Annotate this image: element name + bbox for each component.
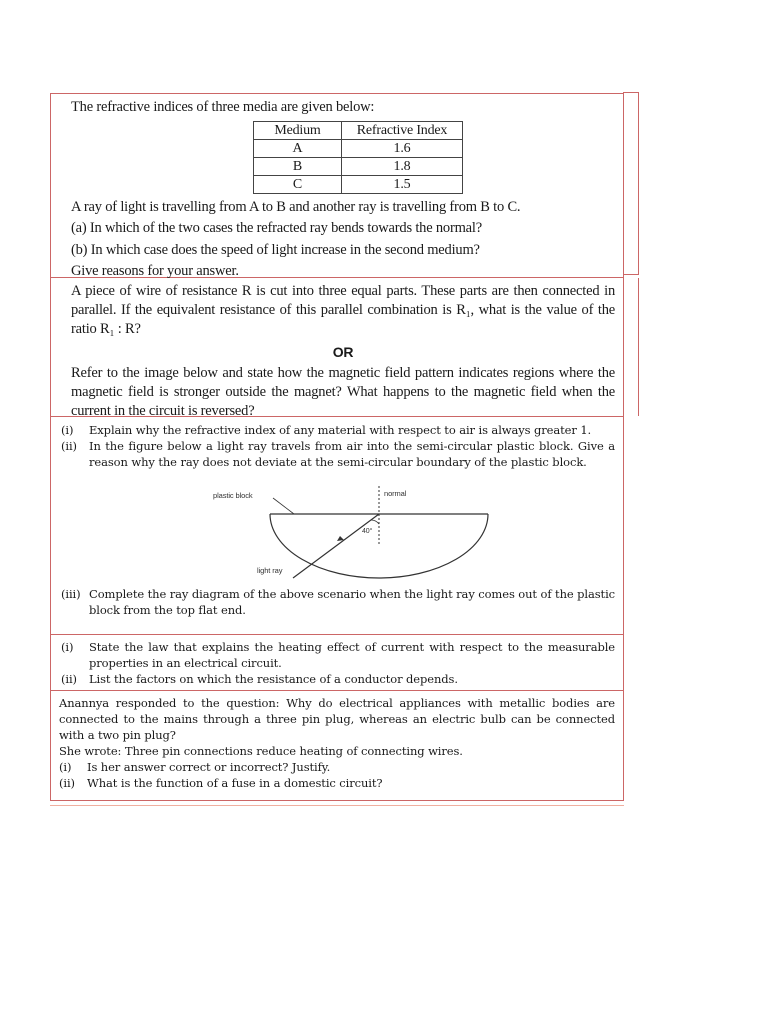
table-cell: 1.5 bbox=[342, 175, 463, 193]
label-normal: normal bbox=[384, 489, 407, 498]
q1-line1: A ray of light is travelling from A to B and another ray is travelling from B to C. bbox=[71, 198, 521, 215]
table-cell: 1.8 bbox=[342, 157, 463, 175]
q3-part-ii bbox=[61, 438, 615, 470]
part-number: (iii) bbox=[61, 587, 81, 601]
question-three-pin-plug bbox=[50, 691, 624, 801]
part-text: State the law that explains the heating effect of current with respect to the measurable properties in an electrical circuit. bbox=[89, 640, 615, 670]
q3-part-i bbox=[61, 422, 615, 438]
table-cell: 1.6 bbox=[342, 139, 463, 157]
part-text: Explain why the refractive index of any material with respect to air is always greater 1. bbox=[89, 423, 592, 437]
part-number: (i) bbox=[59, 760, 72, 774]
table-cell: A bbox=[254, 139, 342, 157]
question-wire-resistance bbox=[50, 278, 624, 417]
part-number: (i) bbox=[61, 640, 74, 654]
part-number: (ii) bbox=[61, 672, 77, 686]
page-bottom-rule bbox=[50, 805, 624, 806]
table-cell: C bbox=[254, 175, 342, 193]
table-header-medium: Medium bbox=[254, 121, 342, 139]
part-text: List the factors on which the resistance of a conductor depends. bbox=[89, 672, 458, 686]
table-header-index: Refractive Index bbox=[342, 121, 463, 139]
q5-part-ii bbox=[59, 775, 615, 791]
part-number: (i) bbox=[61, 423, 74, 437]
part-text: In the figure below a light ray travels from air into the semi-circular plastic block. Give a reason why the ray does not deviate at the semi-circular boundary of the plastic block. bbox=[89, 439, 615, 469]
question-sheet bbox=[50, 93, 624, 801]
q1-line4: Give reasons for your answer. bbox=[71, 263, 239, 279]
part-text: Is her answer correct or incorrect? Justify. bbox=[87, 760, 331, 774]
label-plastic-block: plastic block bbox=[213, 491, 253, 500]
part-text: What is the function of a fuse in a domestic circuit? bbox=[87, 776, 383, 790]
light-ray bbox=[293, 514, 379, 578]
angle-arc bbox=[371, 520, 379, 524]
q1-intro: The refractive indices of three media are given below: bbox=[71, 99, 375, 115]
refractive-index-table bbox=[253, 121, 463, 194]
q5-paragraph: Anannya responded to the question: Why do electrical appliances with metallic bodies are connected to the mains through a three pin plug, whereas an electric bulb can be connected with a two pin plug? bbox=[59, 696, 615, 742]
q5-answer: She wrote: Three pin connections reduce heating of connecting wires. bbox=[59, 744, 463, 758]
label-angle: 40° bbox=[362, 528, 373, 535]
part-text: Complete the ray diagram of the above scenario when the light ray comes out of the plastic block from the top flat end. bbox=[89, 587, 615, 617]
q3-part-iii bbox=[61, 586, 615, 618]
q5-part-i bbox=[59, 759, 615, 775]
q1-line2: (a) In which of the two cases the refracted ray bends towards the normal? bbox=[71, 220, 482, 236]
q1-line3: (b) In which case does the speed of light increase in the second medium? bbox=[71, 241, 480, 258]
label-light-ray: light ray bbox=[257, 566, 283, 575]
table-row bbox=[254, 157, 463, 175]
table-cell: B bbox=[254, 157, 342, 175]
question-refractive-indices bbox=[50, 93, 624, 278]
part-number: (ii) bbox=[59, 776, 75, 790]
q2-paragraph-1: A piece of wire of resistance R is cut into three equal parts. These parts are then connected in parallel. If the equivalent resistance of this parallel combination is R₁, what is the value of the ratio R₁ : R? bbox=[71, 283, 615, 337]
question-refraction-block bbox=[50, 417, 624, 635]
q4-part-ii bbox=[61, 671, 615, 687]
part-number: (ii) bbox=[61, 439, 77, 453]
q2-paragraph-2: Refer to the image below and state how the magnetic field pattern indicates regions where the magnetic field is stronger outside the magnet? What happens to the magnetic field when the current in the circuit is reversed? bbox=[71, 365, 615, 419]
table-header-row bbox=[254, 121, 463, 139]
q4-part-i bbox=[61, 639, 615, 671]
or-separator: OR bbox=[332, 344, 354, 360]
table-row bbox=[254, 175, 463, 193]
question-heating-effect bbox=[50, 635, 624, 691]
table-row bbox=[254, 139, 463, 157]
block-label-leader bbox=[273, 498, 294, 514]
semicircle-ray-diagram bbox=[61, 474, 615, 586]
